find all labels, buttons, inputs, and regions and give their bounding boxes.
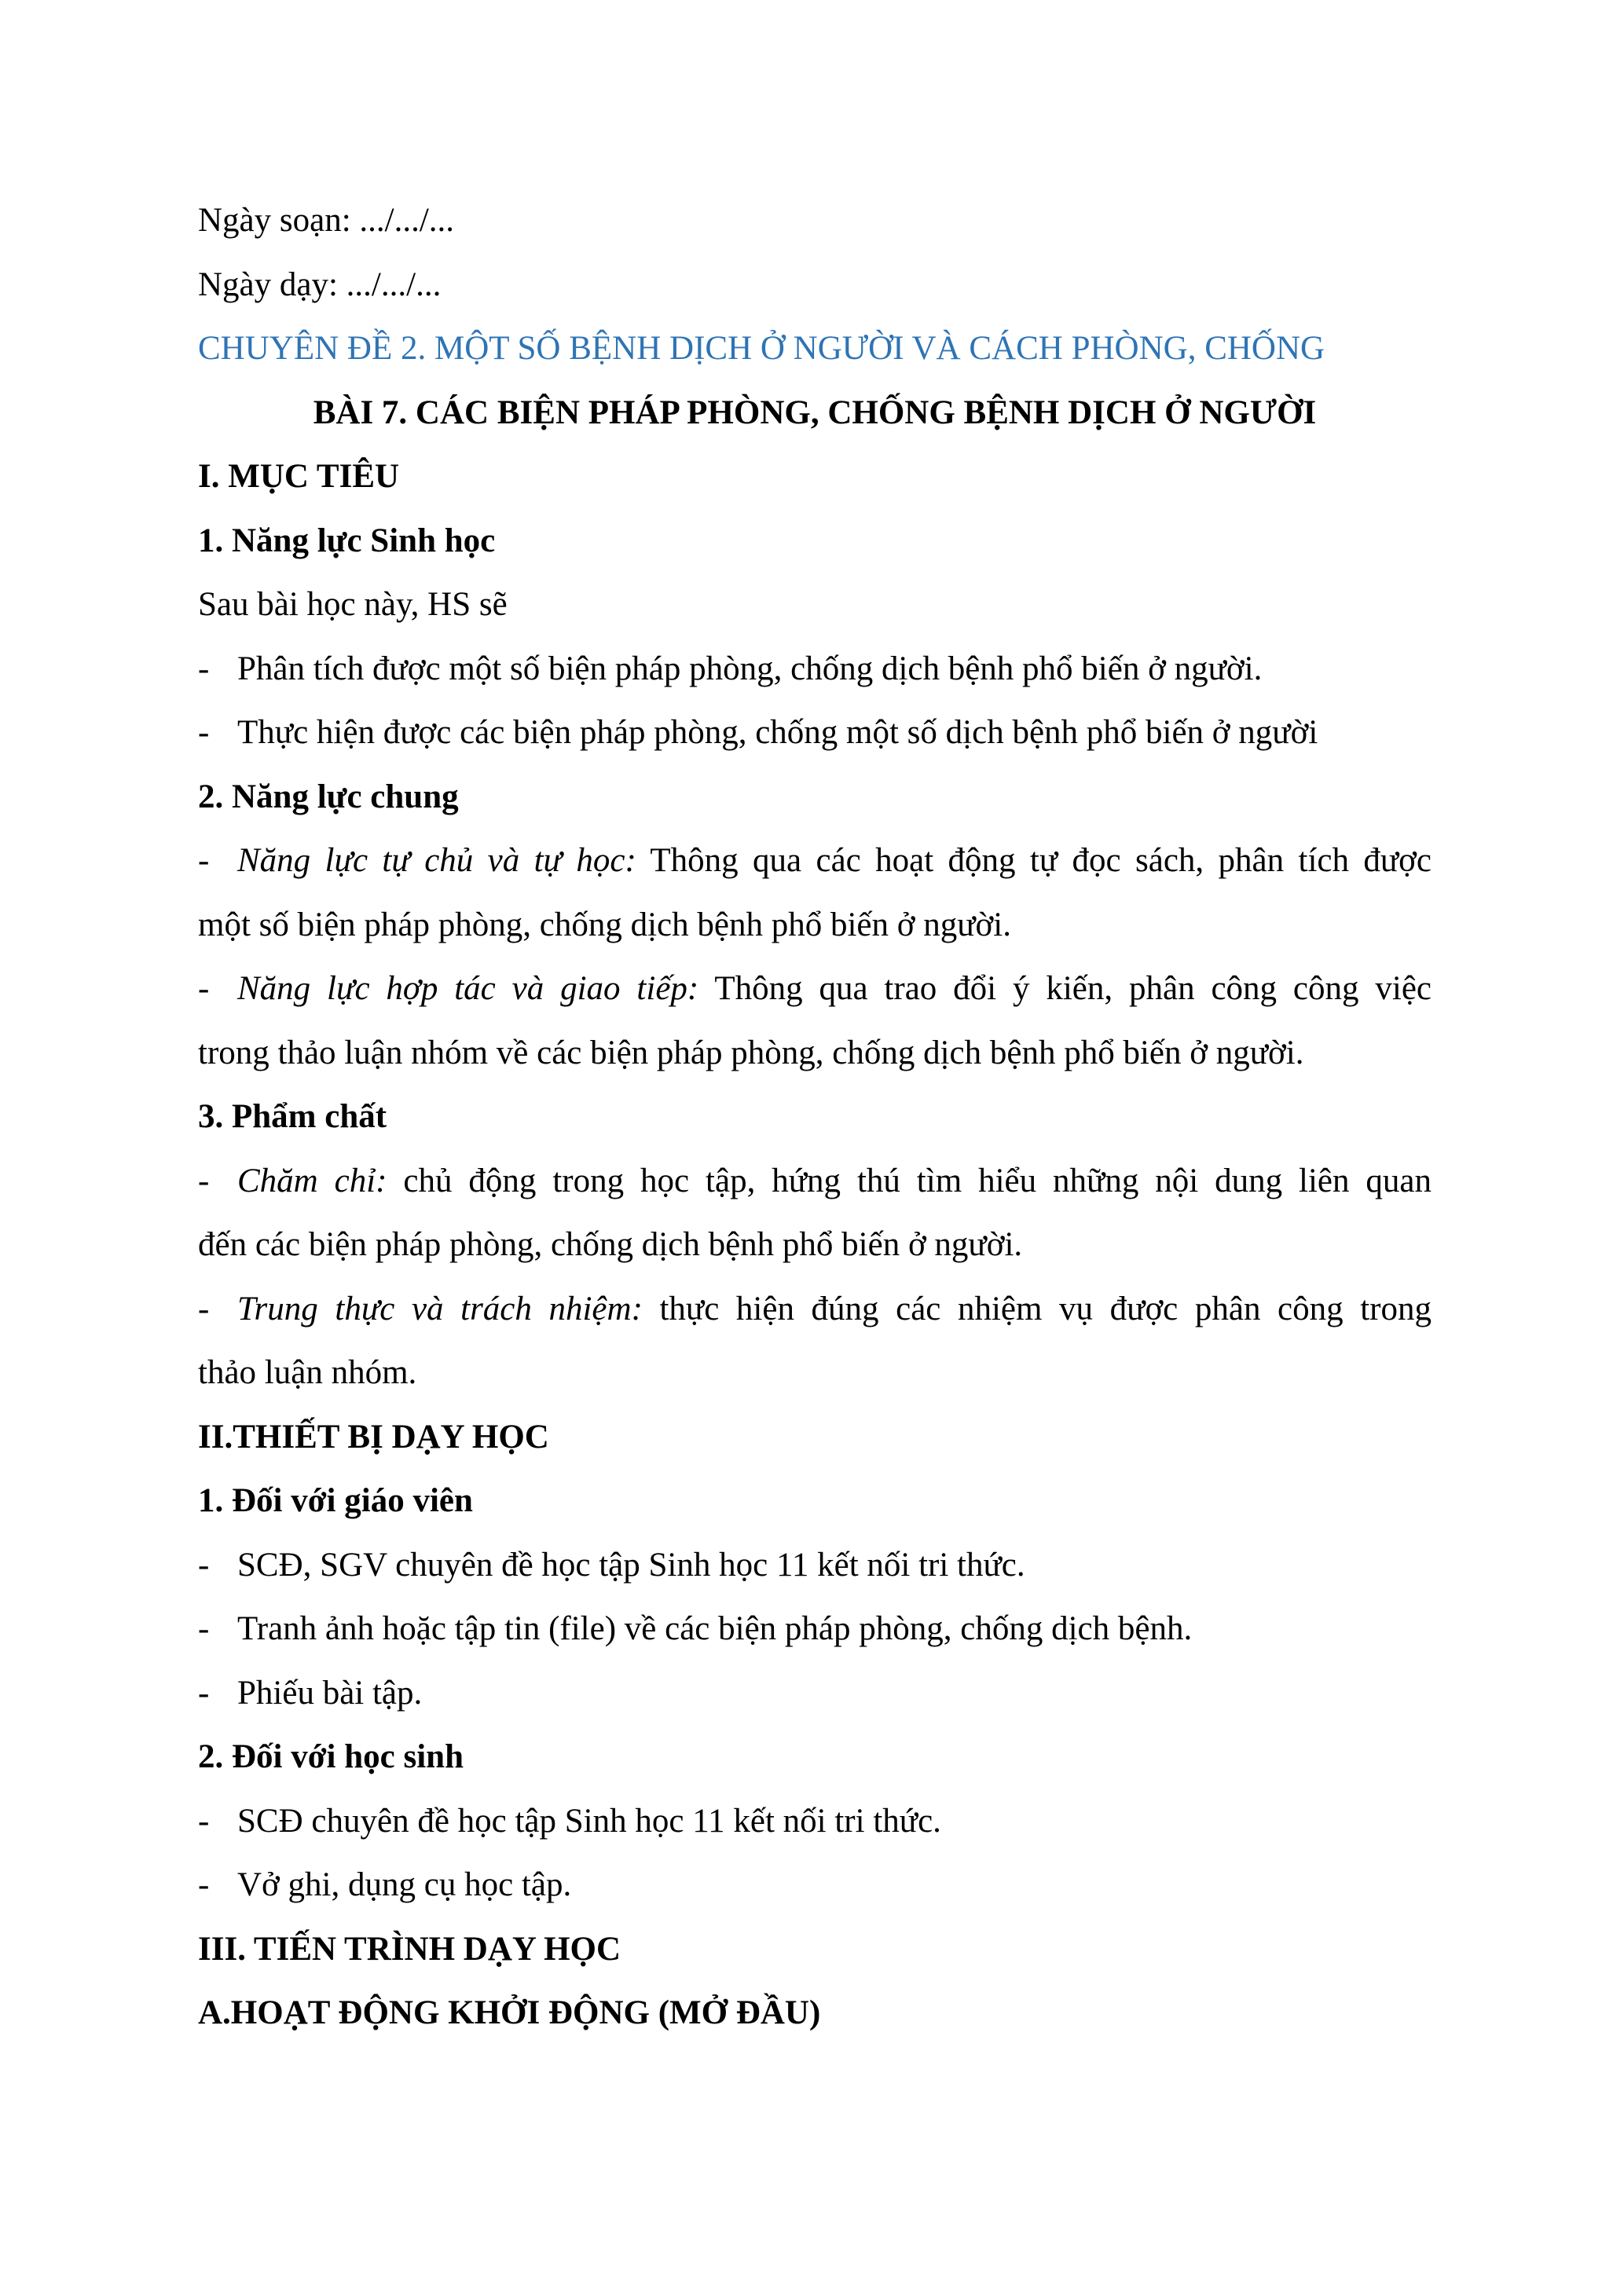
item-text: Thông qua các hoạt động tự đọc sách, phân tích được xyxy=(636,842,1432,879)
list-item-text xyxy=(237,829,1432,893)
item-label: Năng lực hợp tác và giao tiếp: xyxy=(237,970,699,1007)
list-item-continuation: đến các biện pháp phòng, chống dịch bệnh phổ biến ở người. xyxy=(198,1226,1023,1263)
list-item xyxy=(198,1533,1432,1598)
list-item xyxy=(198,1597,1432,1661)
item-label: Trung thực và trách nhiệm: xyxy=(237,1290,643,1327)
sub-heading-biology-competence: 1. Năng lực Sinh học xyxy=(198,522,496,559)
list-item xyxy=(198,637,1432,701)
sub-heading-qualities: 3. Phẩm chất xyxy=(198,1098,387,1135)
bullet-dash: - xyxy=(198,1802,210,1840)
list-item xyxy=(198,957,1432,1021)
list-item-continuation: một số biện pháp phòng, chống dịch bệnh phổ biến ở người. xyxy=(198,906,1011,943)
date-prepared: Ngày soạn: .../.../... xyxy=(198,202,455,239)
list-item-text: Thực hiện được các biện pháp phòng, chống một số dịch bệnh phổ biến ở người xyxy=(237,714,1318,751)
list-item-text: SCĐ chuyên đề học tập Sinh học 11 kết nối tri thức. xyxy=(237,1802,941,1840)
bullet-dash: - xyxy=(198,1610,210,1647)
item-text: Thông qua trao đổi ý kiến, phân công công việc xyxy=(698,970,1432,1007)
list-item-text xyxy=(237,1277,1432,1342)
sub-heading-teacher: 1. Đối với giáo viên xyxy=(198,1482,473,1519)
bullet-dash: - xyxy=(198,1546,210,1584)
bullet-dash: - xyxy=(198,650,210,687)
item-label: Năng lực tự chủ và tự học: xyxy=(237,842,636,879)
list-item xyxy=(198,1149,1432,1214)
bullet-dash: - xyxy=(198,1290,210,1327)
list-item-text xyxy=(237,1149,1432,1214)
list-item-continuation: trong thảo luận nhóm về các biện pháp phòng, chống dịch bệnh phổ biến ở người. xyxy=(198,1034,1304,1071)
list-item xyxy=(198,1661,1432,1726)
bullet-dash: - xyxy=(198,1162,210,1199)
section-process-heading: III. TIẾN TRÌNH DẠY HỌC xyxy=(198,1930,621,1968)
topic-title: CHUYÊN ĐỀ 2. MỘT SỐ BỆNH DỊCH Ở NGƯỜI VÀ CÁCH PHÒNG, CHỐNG xyxy=(198,330,1325,367)
list-item-text: Tranh ảnh hoặc tập tin (file) về các biện pháp phòng, chống dịch bệnh. xyxy=(237,1610,1193,1647)
list-item-text xyxy=(237,957,1432,1021)
list-item-text: Phiếu bài tập. xyxy=(237,1674,423,1712)
list-item xyxy=(198,701,1432,765)
list-item xyxy=(198,1789,1432,1854)
item-text: chủ động trong học tập, hứng thú tìm hiểu những nội dung liên quan xyxy=(387,1162,1432,1199)
item-label: Chăm chỉ: xyxy=(237,1162,387,1199)
sub-heading-general-competence: 2. Năng lực chung xyxy=(198,778,459,815)
document-page xyxy=(198,189,1432,2045)
list-item xyxy=(198,1853,1432,1917)
date-taught: Ngày dạy: .../.../... xyxy=(198,265,442,303)
bullet-dash: - xyxy=(198,842,210,879)
list-item-text: Vở ghi, dụng cụ học tập. xyxy=(237,1866,572,1903)
item-text: thực hiện đúng các nhiệm vụ được phân công trong xyxy=(642,1290,1432,1327)
sub-heading-warmup: A.HOẠT ĐỘNG KHỞI ĐỘNG (MỞ ĐẦU) xyxy=(198,1994,821,2031)
list-item-text: Phân tích được một số biện pháp phòng, chống dịch bệnh phổ biến ở người. xyxy=(237,650,1263,687)
intro-text: Sau bài học này, HS sẽ xyxy=(198,586,508,623)
list-item xyxy=(198,829,1432,893)
section-objectives-heading: I. MỤC TIÊU xyxy=(198,458,400,495)
section-equipment-heading: II.THIẾT BỊ DẠY HỌC xyxy=(198,1418,549,1456)
list-item xyxy=(198,1277,1432,1342)
list-item-continuation: thảo luận nhóm. xyxy=(198,1354,417,1391)
lesson-title: BÀI 7. CÁC BIỆN PHÁP PHÒNG, CHỐNG BỆNH DỊCH Ở NGƯỜI xyxy=(313,394,1317,431)
bullet-dash: - xyxy=(198,1866,210,1903)
list-item-text: SCĐ, SGV chuyên đề học tập Sinh học 11 kết nối tri thức. xyxy=(237,1546,1025,1584)
bullet-dash: - xyxy=(198,714,210,751)
sub-heading-student: 2. Đối với học sinh xyxy=(198,1738,464,1775)
bullet-dash: - xyxy=(198,1674,210,1712)
bullet-dash: - xyxy=(198,970,210,1007)
